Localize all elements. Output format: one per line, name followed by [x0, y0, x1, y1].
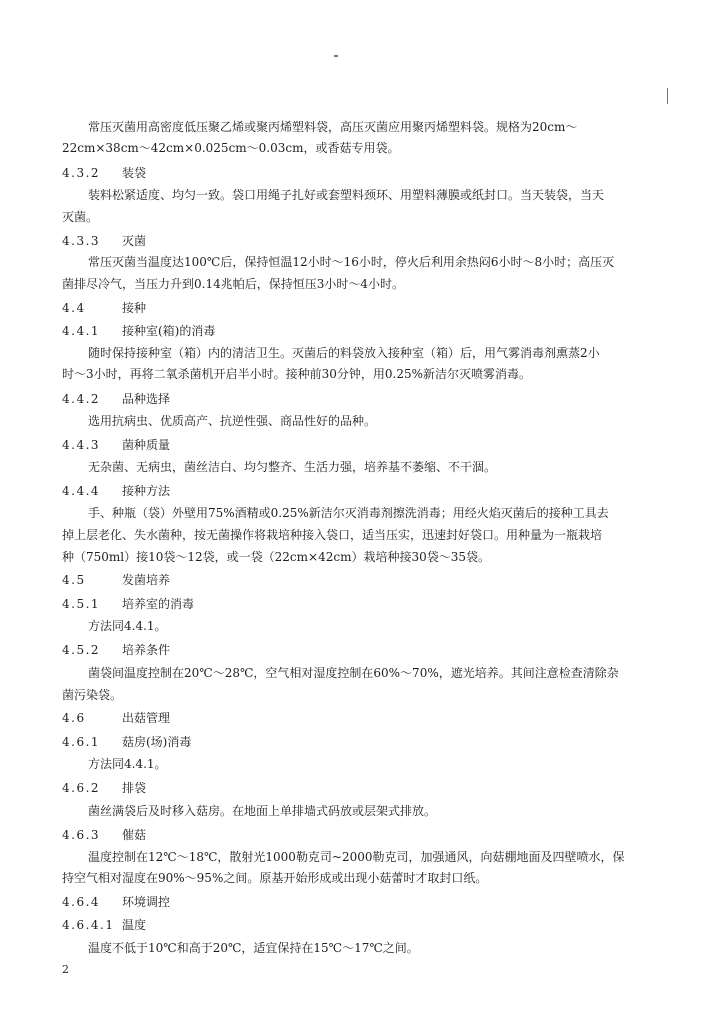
section-title: 品种选择: [122, 392, 171, 406]
paragraph-continuation: 22cm×38cm～42cm×0.025cm～0.03cm，或香菇专用袋。: [62, 141, 400, 155]
section-number: 4.4.3: [62, 438, 101, 452]
section-number: 4.4: [62, 301, 86, 315]
scan-mark-top: [334, 55, 338, 57]
section-number: 4.3.3: [62, 234, 101, 248]
paragraph-line: 常压灭菌用高密度低压聚乙烯或聚丙烯塑料袋，高压灭菌应用聚丙烯塑料袋。规格为20cm～: [88, 120, 578, 134]
section-heading: [62, 643, 170, 658]
section-number: 4.5: [62, 573, 86, 587]
section-title: 环境调控: [122, 895, 171, 909]
section-heading: [62, 735, 191, 750]
paragraph-line: 随时保持接种室（箱）内的清洁卫生。灭菌后的料袋放入接种室（箱）后，用气雾消毒剂熏蒸2小: [88, 346, 600, 360]
paragraph-line: 方法同4.4.1。: [88, 757, 167, 771]
paragraph-continuation: 灭菌。: [62, 210, 99, 224]
paragraph-line: 常压灭菌当温度达100℃后，保持恒温12小时～16小时，停火后利用余热闷6小时～8小时；高压灭: [88, 255, 615, 269]
section-heading: [62, 324, 215, 339]
paragraph-continuation: 时～3小时，再将二氧杀菌机开启半小时。接种前30分钟，用0.25%新洁尔灭喷雾消毒。: [62, 367, 532, 381]
paragraph-line: 选用抗病虫、优质高产、抗逆性强、商品性好的品种。: [88, 414, 377, 428]
paragraph-line: 温度控制在12℃～18℃，散射光1000勒克司~2000勒克司，加强通风，向菇棚地面及四壁喷水，保: [88, 850, 625, 864]
section-number: 4.6.2: [62, 781, 101, 795]
paragraph-continuation: 菌排尽冷气，当压力升到0.14兆帕后，保持恒压3小时～4小时。: [62, 277, 404, 291]
section-number: 4.6.1: [62, 735, 101, 749]
section-number: 4.4.1: [62, 324, 101, 338]
paragraph-continuation: 持空气相对湿度在90%～95%之间。原基开始形成或出现小菇蕾时才取封口纸。: [62, 871, 488, 885]
section-title: 温度: [122, 918, 147, 932]
section-title: 培养室的消毒: [122, 597, 195, 611]
paragraph-line: 菌丝满袋后及时移入菇房。在地面上单排墙式码放或层架式排放。: [88, 804, 437, 818]
paragraph-continuation: 掉上层老化、失水菌种，按无菌操作将栽培种接入袋口，适当压实，迅速封好袋口。用种量为一瓶栽培: [62, 528, 603, 542]
section-title: 菇房(场)消毒: [122, 735, 192, 749]
paragraph-line: 方法同4.4.1。: [88, 619, 167, 633]
section-heading: [62, 166, 146, 181]
section-heading: [62, 392, 170, 407]
section-heading: [62, 828, 146, 843]
section-title: 菌种质量: [122, 438, 171, 452]
section-title: 接种方法: [122, 484, 171, 498]
section-heading: [62, 484, 170, 499]
section-title: 催菇: [122, 828, 147, 842]
paragraph-continuation: 菌污染袋。: [62, 688, 123, 702]
section-heading: [62, 781, 146, 796]
section-title: 灭菌: [122, 234, 147, 248]
section-heading: [62, 918, 146, 933]
section-number: 4.5.1: [62, 597, 101, 611]
section-title: 接种室(箱)的消毒: [122, 324, 216, 338]
paragraph-line: 温度不低于10℃和高于20℃，适宜保持在15℃～17℃之间。: [88, 941, 419, 955]
section-number: 4.5.2: [62, 643, 101, 657]
section-heading: [62, 438, 170, 453]
section-title: 发菌培养: [122, 573, 171, 587]
section-number: 4.6.3: [62, 828, 101, 842]
section-number: 4.6: [62, 711, 86, 725]
section-title: 排袋: [122, 781, 147, 795]
section-heading: [62, 301, 146, 316]
paragraph-line: 菌袋间温度控制在20℃～28℃，空气相对湿度控制在60%～70%，遮光培养。其间注意检查清除杂: [88, 666, 619, 680]
paragraph-line: 无杂菌、无病虫，菌丝洁白、均匀整齐、生活力强，培养基不萎缩、不干涸。: [88, 460, 497, 474]
section-title: 培养条件: [122, 643, 171, 657]
section-title: 装袋: [122, 166, 147, 180]
section-number: 4.6.4.1: [62, 918, 115, 932]
page-number: 2: [62, 963, 69, 976]
section-number: 4.3.2: [62, 166, 101, 180]
section-heading: [62, 895, 170, 910]
section-number: 4.6.4: [62, 895, 101, 909]
paragraph-continuation: 种（750ml）接10袋～12袋，或一袋（22cm×42cm）栽培种接30袋～35袋。: [62, 550, 490, 564]
section-title: 出菇管理: [122, 711, 171, 725]
scan-mark-right: [667, 88, 668, 104]
section-title: 接种: [122, 301, 147, 315]
section-number: 4.4.2: [62, 392, 101, 406]
paragraph-line: 手、种瓶（袋）外壁用75%酒精或0.25%新洁尔灭消毒剂擦洗消毒；用经火焰灭菌后的接种工具去: [88, 506, 609, 520]
section-heading: [62, 597, 194, 612]
section-number: 4.4.4: [62, 484, 101, 498]
paragraph-line: 装料松紧适度、均匀一致。袋口用绳子扎好或套塑料颈环、用塑料薄膜或纸封口。当天装袋，当天: [88, 188, 605, 202]
section-heading: [62, 711, 170, 726]
section-heading: [62, 234, 146, 249]
section-heading: [62, 573, 170, 588]
